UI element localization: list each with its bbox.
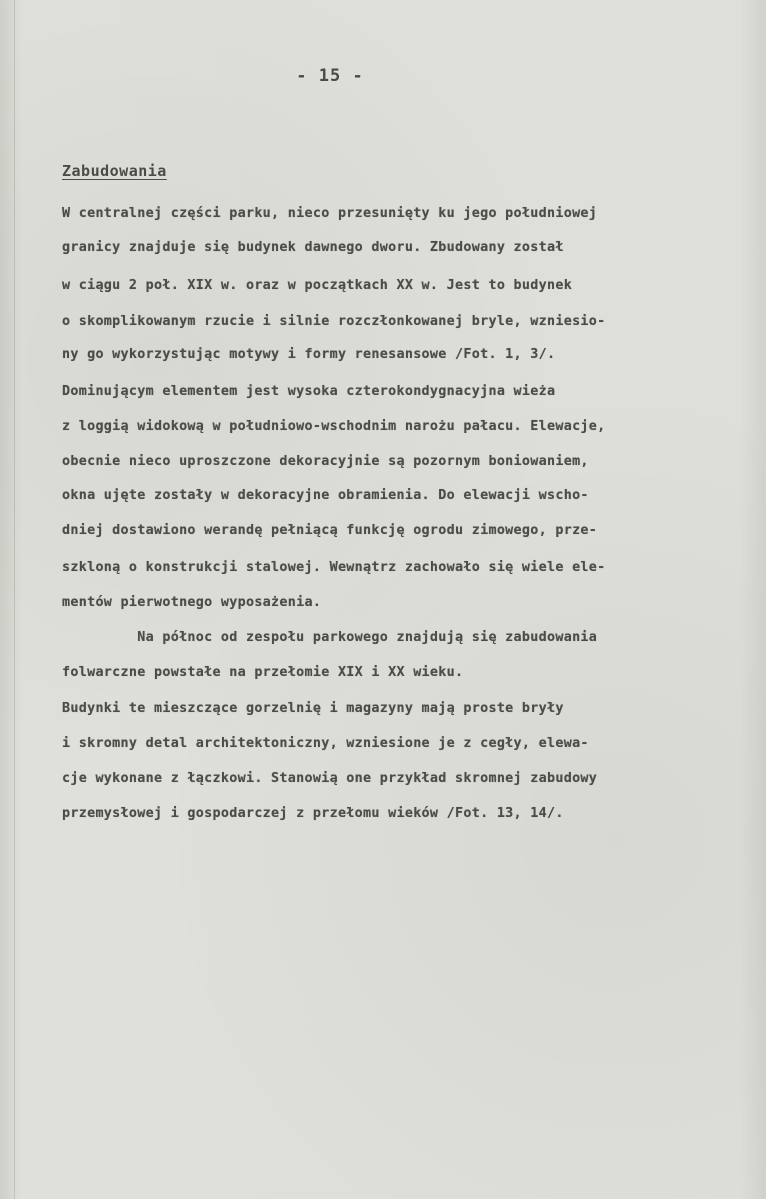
section-title: Zabudowania bbox=[62, 162, 167, 180]
text-line: w ciągu 2 poł. XIX w. oraz w początkach XX w. Jest to budynek bbox=[62, 278, 573, 293]
text-line: dniej dostawiono werandę pełniącą funkcję ogrodu zimowego, prze- bbox=[62, 523, 598, 538]
text-line: szkloną o konstrukcji stalowej. Wewnątrz zachowało się wiele ele- bbox=[62, 560, 606, 575]
text-line: przemysłowej i gospodarczej z przełomu wieków /Fot. 13, 14/. bbox=[62, 806, 564, 821]
text-line: i skromny detal architektoniczny, wzniesione je z cegły, elewa- bbox=[62, 736, 589, 751]
page-edge-shadow bbox=[14, 0, 15, 1199]
text-line: Na północ od zespołu parkowego znajdują się zabudowania bbox=[62, 630, 598, 645]
text-line: okna ujęte zostały w dekoracyjne obramienia. Do elewacji wscho- bbox=[62, 488, 589, 503]
text-line: Dominującym elementem jest wysoka czterokondygnacyjna wieża bbox=[62, 384, 556, 399]
text-line: W centralnej części parku, nieco przesunięty ku jego południowej bbox=[62, 206, 598, 221]
text-line: z loggią widokową w południowo-wschodnim narożu pałacu. Elewacje, bbox=[62, 419, 606, 434]
text-line: mentów pierwotnego wyposażenia. bbox=[62, 595, 322, 610]
text-line: folwarczne powstałe na przełomie XIX i XX wieku. bbox=[62, 665, 464, 680]
text-line: obecnie nieco uproszczone dekoracyjnie są pozornym boniowaniem, bbox=[62, 454, 589, 469]
text-line: o skomplikowanym rzucie i silnie rozczłonkowanej bryle, wzniesio- bbox=[62, 314, 606, 329]
text-line: cje wykonane z łączkowi. Stanowią one przykład skromnej zabudowy bbox=[62, 771, 598, 786]
page-number: - 15 - bbox=[296, 66, 364, 86]
text-line: ny go wykorzystując motywy i formy renesansowe /Fot. 1, 3/. bbox=[62, 347, 556, 362]
text-line: granicy znajduje się budynek dawnego dworu. Zbudowany został bbox=[62, 240, 564, 255]
text-line: Budynki te mieszczące gorzelnię i magazyny mają proste bryły bbox=[62, 701, 564, 716]
